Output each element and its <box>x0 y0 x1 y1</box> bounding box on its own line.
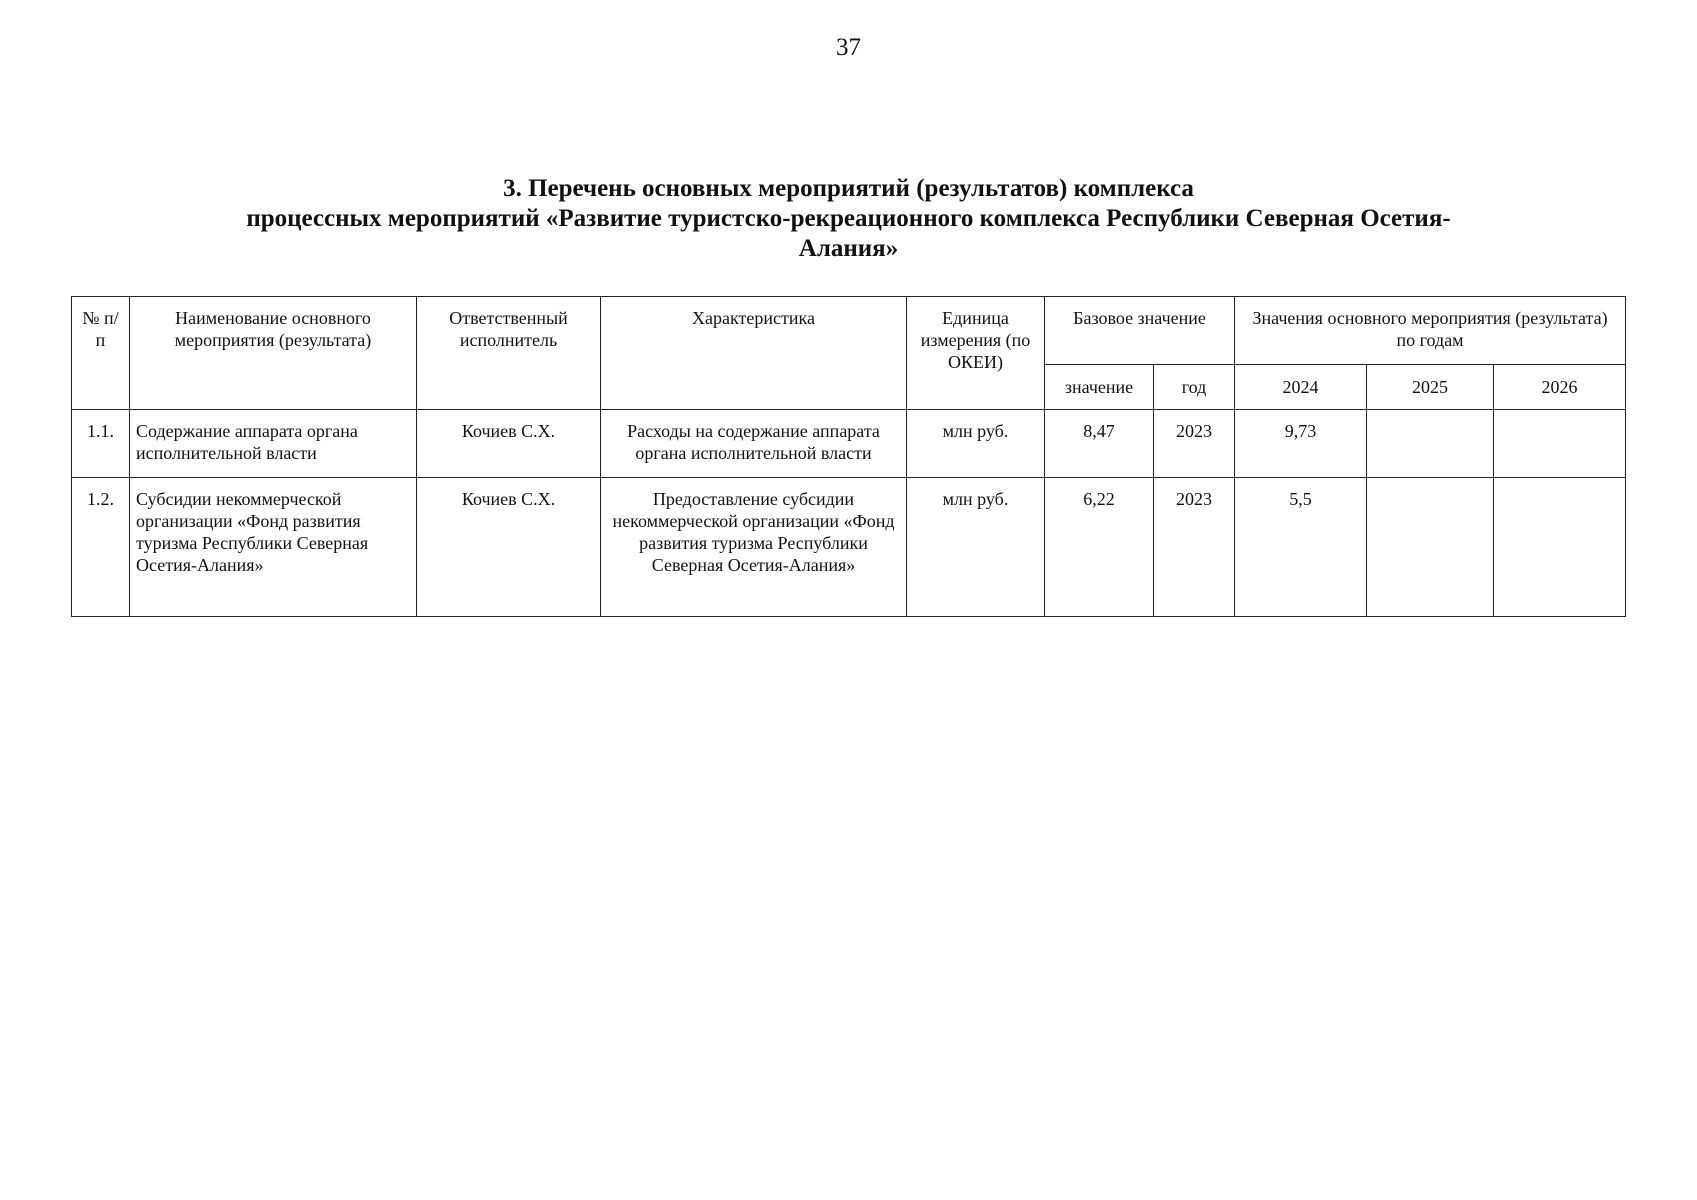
header-row <box>72 297 1626 365</box>
header-base-value: значение <box>1045 365 1154 410</box>
cell-2024: 5,5 <box>1235 478 1367 617</box>
header-responsible: Ответственный исполнитель <box>417 297 601 410</box>
document-title <box>120 174 1577 264</box>
cell-num: 1.2. <box>72 478 130 617</box>
cell-base-value: 6,22 <box>1045 478 1154 617</box>
cell-num: 1.1. <box>72 410 130 478</box>
header-base-year: год <box>1154 365 1235 410</box>
header-year-2026: 2026 <box>1494 365 1626 410</box>
header-year-2025: 2025 <box>1367 365 1494 410</box>
header-unit: Единица измерения (по ОКЕИ) <box>907 297 1045 410</box>
header-years-group: Значения основного мероприятия (результата) по годам <box>1235 297 1626 365</box>
cell-2025 <box>1367 410 1494 478</box>
title-line-3: Алания» <box>798 235 899 262</box>
cell-2026 <box>1494 410 1626 478</box>
title-line-1: 3. Перечень основных мероприятий (результатов) комплекса <box>503 175 1194 202</box>
table-row <box>72 478 1626 617</box>
cell-unit: млн руб. <box>907 410 1045 478</box>
header-characteristic: Характеристика <box>601 297 907 410</box>
cell-name: Субсидии некоммерческой организации «Фонд развития туризма Республики Северная Осетия-Алания» <box>130 478 417 617</box>
cell-2025 <box>1367 478 1494 617</box>
cell-unit: млн руб. <box>907 478 1045 617</box>
page-number: 37 <box>836 34 861 61</box>
activities-table <box>71 296 1626 617</box>
cell-2026 <box>1494 478 1626 617</box>
cell-responsible: Кочиев С.Х. <box>417 478 601 617</box>
header-base: Базовое значение <box>1045 297 1235 365</box>
cell-characteristic: Предоставление субсидии некоммерческой организации «Фонд развития туризма Республики Северная Осетия-Алания» <box>601 478 907 617</box>
cell-2024: 9,73 <box>1235 410 1367 478</box>
title-line-2: процессных мероприятий «Развитие туристско-рекреационного комплекса Республики Северная Осетия- <box>246 205 1451 232</box>
header-name: Наименование основного мероприятия (результата) <box>130 297 417 410</box>
cell-characteristic: Расходы на содержание аппарата органа исполнительной власти <box>601 410 907 478</box>
cell-name: Содержание аппарата органа исполнительной власти <box>130 410 417 478</box>
header-num: № п/п <box>72 297 130 410</box>
cell-base-value: 8,47 <box>1045 410 1154 478</box>
cell-base-year: 2023 <box>1154 410 1235 478</box>
header-year-2024: 2024 <box>1235 365 1367 410</box>
table-row <box>72 410 1626 478</box>
cell-responsible: Кочиев С.Х. <box>417 410 601 478</box>
cell-base-year: 2023 <box>1154 478 1235 617</box>
